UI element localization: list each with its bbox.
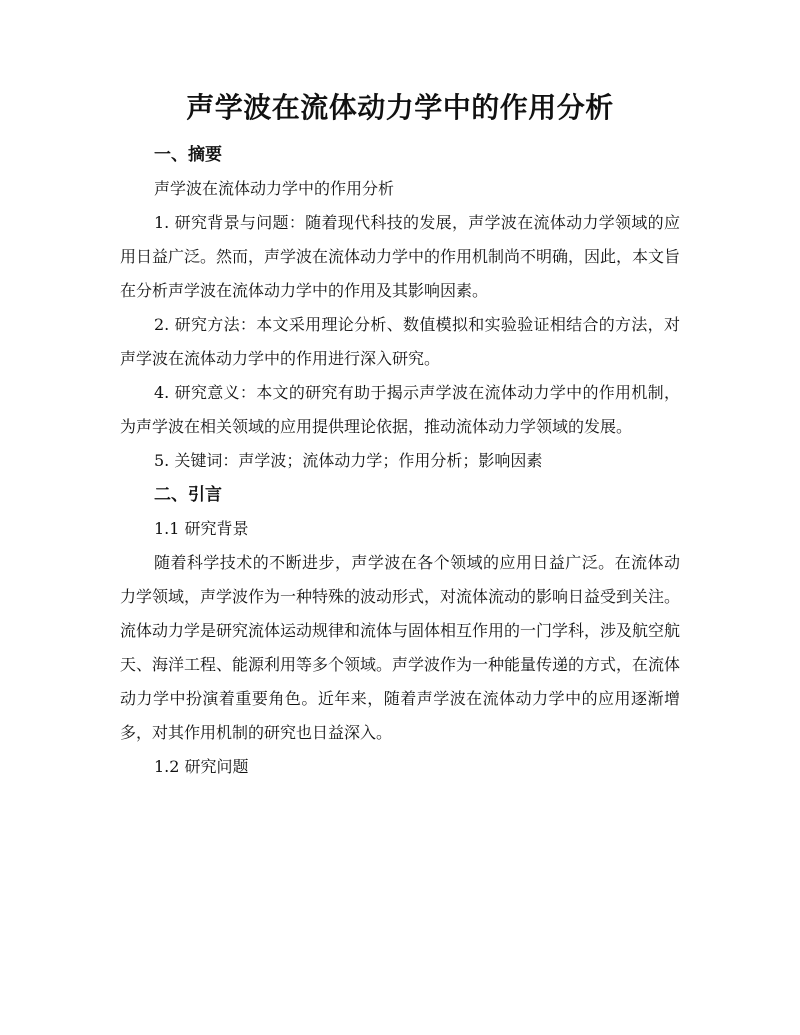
abstract-item-significance: 4. 研究意义：本文的研究有助于揭示声学波在流体动力学中的作用机制，为声学波在相关领域的应用提供理论依据，推动流体动力学领域的发展。 (120, 383, 680, 436)
intro-background-paragraph: 随着科学技术的不断进步，声学波在各个领域的应用日益广泛。在流体动力学领域，声学波作为一种特殊的波动形式，对流体流动的影响日益受到关注。流体动力学是研究流体运动规律和流体与固体相互作用的一门学科，涉及航空航天、海洋工程、能源利用等多个领域。声学波作为一种能量传递的方式，在流体动力学中扮演着重要角色。近年来，随着声学波在流体动力学中的应用逐渐增多，对其作用机制的研究也日益深入。 (120, 553, 681, 742)
document-title: 声学波在流体动力学中的作用分析 (186, 91, 614, 124)
abstract-item-keywords: 5. 关键词：声学波；流体动力学；作用分析；影响因素 (154, 451, 543, 470)
document-page (120, 88, 680, 784)
abstract-item-background: 1. 研究背景与问题：随着现代科技的发展，声学波在流体动力学领域的应用日益广泛。然而，声学波在流体动力学中的作用机制尚不明确，因此，本文旨在分析声学波在流体动力学中的作用及其影响因素。 (120, 213, 681, 300)
intro-subheading-problem: 1.2 研究问题 (154, 757, 249, 776)
abstract-item-method: 2. 研究方法：本文采用理论分析、数值模拟和实验验证相结合的方法，对声学波在流体动力学中的作用进行深入研究。 (120, 315, 680, 368)
intro-subheading-background: 1.1 研究背景 (154, 519, 249, 538)
abstract-subtitle: 声学波在流体动力学中的作用分析 (154, 179, 395, 198)
intro-heading: 二、引言 (154, 485, 222, 505)
abstract-heading: 一、摘要 (154, 145, 222, 165)
